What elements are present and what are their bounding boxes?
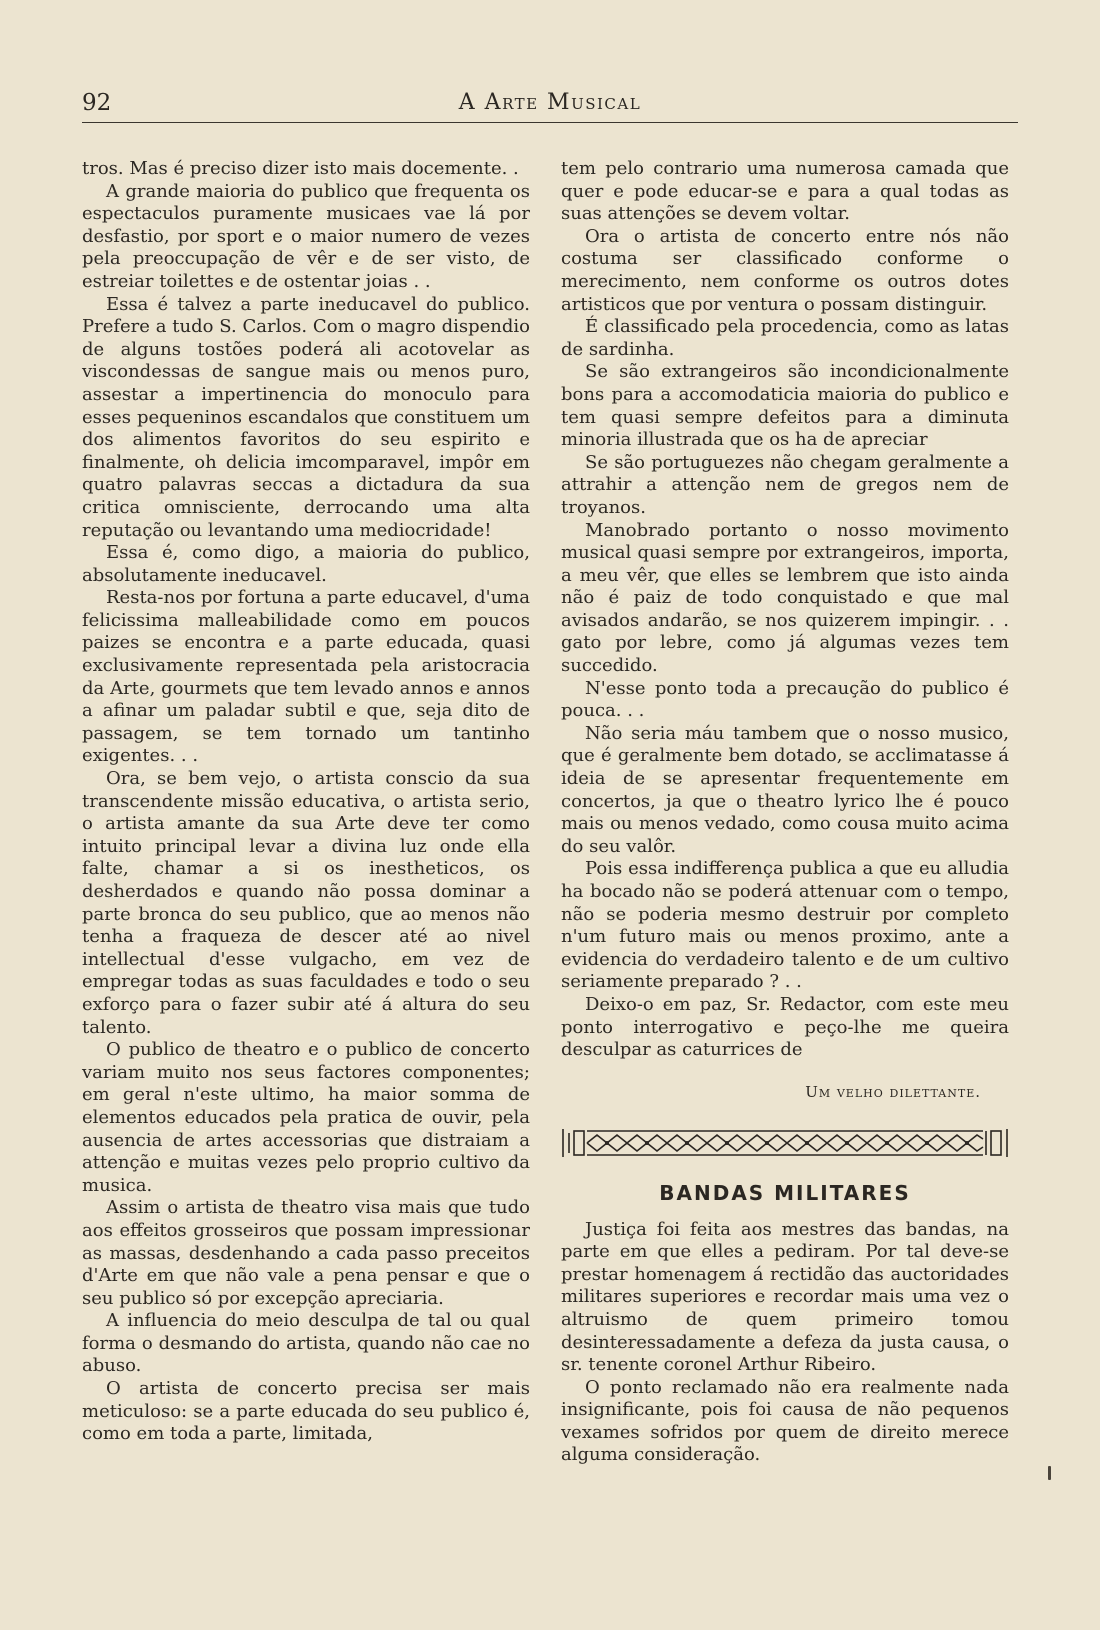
paragraph: Essa é, como digo, a maioria do publico, absolutamente ineducavel.	[82, 542, 530, 586]
journal-title: A Arte Musical	[458, 90, 642, 115]
right-column	[561, 158, 1009, 1467]
paragraph: Pois essa indifferença publica a que eu alludia ha bocado não se poderá attenuar com o tempo, não se poderia mesmo destruir por completo n'um futuro mais ou menos proximo, ante a evidencia do verdadeiro talento e de um cultivo seriamente preparado ? . .	[561, 858, 1009, 993]
paragraph: O publico de theatro e o publico de concerto variam muito nos seus factores componentes; em geral n'este ultimo, ha maior somma de elementos educados pela pratica de ouvir, pela ausencia de artes accessorias que distraiam a attenção e muitas vezes pelo proprio cultivo da musica.	[82, 1039, 530, 1196]
left-column	[82, 158, 530, 1446]
paragraph: O ponto reclamado não era realmente nada insignificante, pois foi causa de não pequenos vexames sofridos por quem de direito merece alguma consideração.	[561, 1376, 1009, 1466]
margin-mark	[1048, 1466, 1051, 1480]
paragraph: É classificado pela procedencia, como as latas de sardinha.	[561, 316, 1009, 360]
paragraph: Essa é talvez a parte ineducavel do publico. Prefere a tudo S. Carlos. Com o magro dispendio de alguns tostões poderá ali acotovelar as viscondessas de sangue mais ou menos puro, assestar a impertinencia do monoculo para esses pequeninos escandalos que constituem um dos alimentos favoritos do seu espirito e finalmente, oh delicia imcomparavel, impôr em quatro palavras seccas a dictadura da sua critica omnisciente, derrocando uma alta reputação ou levantando uma mediocridade!	[82, 293, 530, 541]
paragraph: O artista de concerto precisa ser mais meticuloso: se a parte educada do seu publico é, como em toda a parte, limitada,	[82, 1378, 530, 1445]
paragraph: Manobrado portanto o nosso movimento musical quasi sempre por extrangeiros, importa, a meu vêr, que elles se lembrem que isto ainda não é paiz de todo conquistado e que mal avisados andarão, se nos quizerem impingir. . . gato por lebre, como já algumas vezes tem succedido.	[561, 519, 1009, 677]
paragraph: Justiça foi feita aos mestres das bandas, na parte em que elles a pediram. Por tal deve-se prestar homenagem á rectidão das auctoridades militares superiores e recordar mais uma vez o altruismo de quem primeiro tomou desinteressadamente a defeza da justa causa, o sr. tenente coronel Arthur Ribeiro.	[561, 1218, 1009, 1376]
paragraph: Não seria máu tambem que o nosso musico, que é geralmente bem dotado, se acclimatasse á ideia de se apresentar frequentemente em concertos, ja que o theatro lyrico lhe é pouco mais ou menos vedado, como cousa muito acima do seu valôr.	[561, 722, 1009, 857]
paragraph: tem pelo contrario uma numerosa camada que quer e pode educar-se e para a qual todas as suas attenções se devem voltar.	[561, 158, 1009, 225]
paragraph: A grande maioria do publico que frequenta os espectaculos puramente musicaes vae lá por desfastio, por sport e o maior numero de vezes pela preoccupação de vêr e de ser visto, de estreiar toilettes e de ostentar joias . .	[82, 180, 530, 292]
paragraph: tros. Mas é preciso dizer isto mais docemente. .	[82, 158, 519, 179]
page	[70, 0, 1030, 1630]
page-number: 92	[82, 90, 112, 116]
paragraph: N'esse ponto toda a precaução do publico é pouca. . .	[561, 677, 1009, 722]
signature: Um velho dilettante.	[805, 1082, 981, 1101]
paragraph: Deixo-o em paz, Sr. Redactor, com este meu ponto interrogativo e peço-lhe me queira desculpar as caturrices de	[561, 993, 1009, 1061]
decorative-rule-icon	[561, 1125, 1009, 1161]
paragraph: Ora, se bem vejo, o artista conscio da sua transcendente missão educativa, o artista serio, o artista amante da sua Arte deve ter como intuito principal levar a divina luz onde ella falte, chamar a si os inestheticos, os desherdados e quando não possa dominar a parte bronca do seu publico, que ao menos não tenha a fraqueza de descer até ao nivel intellectual d'esse vulgacho, em vez de empregar todas as suas faculdades e todo o seu exforço para o fazer subir até á altura do seu talento.	[82, 768, 530, 1038]
section-heading: BANDAS MILITARES	[659, 1180, 911, 1205]
paragraph: Resta-nos por fortuna a parte educavel, d'uma felicissima malleabilidade como em poucos paizes se encontra e a parte educada, quasi exclusivamente representada pela aristocracia da Arte, gourmets que tem levado annos e annos a afinar um paladar subtil e que, seja dito de passagem, se tem tornado um tantinho exigentes. . .	[82, 587, 530, 767]
paragraph: Assim o artista de theatro visa mais que tudo aos effeitos grosseiros que possam impressionar as massas, desdenhando a cada passo preceitos d'Arte em que não vale a pena pensar e que o seu publico só por excepção apreciaria.	[82, 1197, 530, 1309]
running-head	[82, 88, 1018, 123]
paragraph: A influencia do meio desculpa de tal ou qual forma o desmando do artista, quando não cae no abuso.	[82, 1310, 530, 1377]
paragraph: Ora o artista de concerto entre nós não costuma ser classificado conforme o merecimento, nem conforme os outros dotes artisticos que por ventura o possam distinguir.	[561, 225, 1009, 315]
paragraph: Se são extrangeiros são incondicionalmente bons para a accomodaticia maioria do publico e tem quasi sempre defeitos para a diminuta minoria illustrada que os ha de apreciar	[561, 361, 1009, 451]
paragraph: Se são portuguezes não chegam geralmente a attrahir a attenção nem de gregos nem de troyanos.	[561, 451, 1009, 518]
